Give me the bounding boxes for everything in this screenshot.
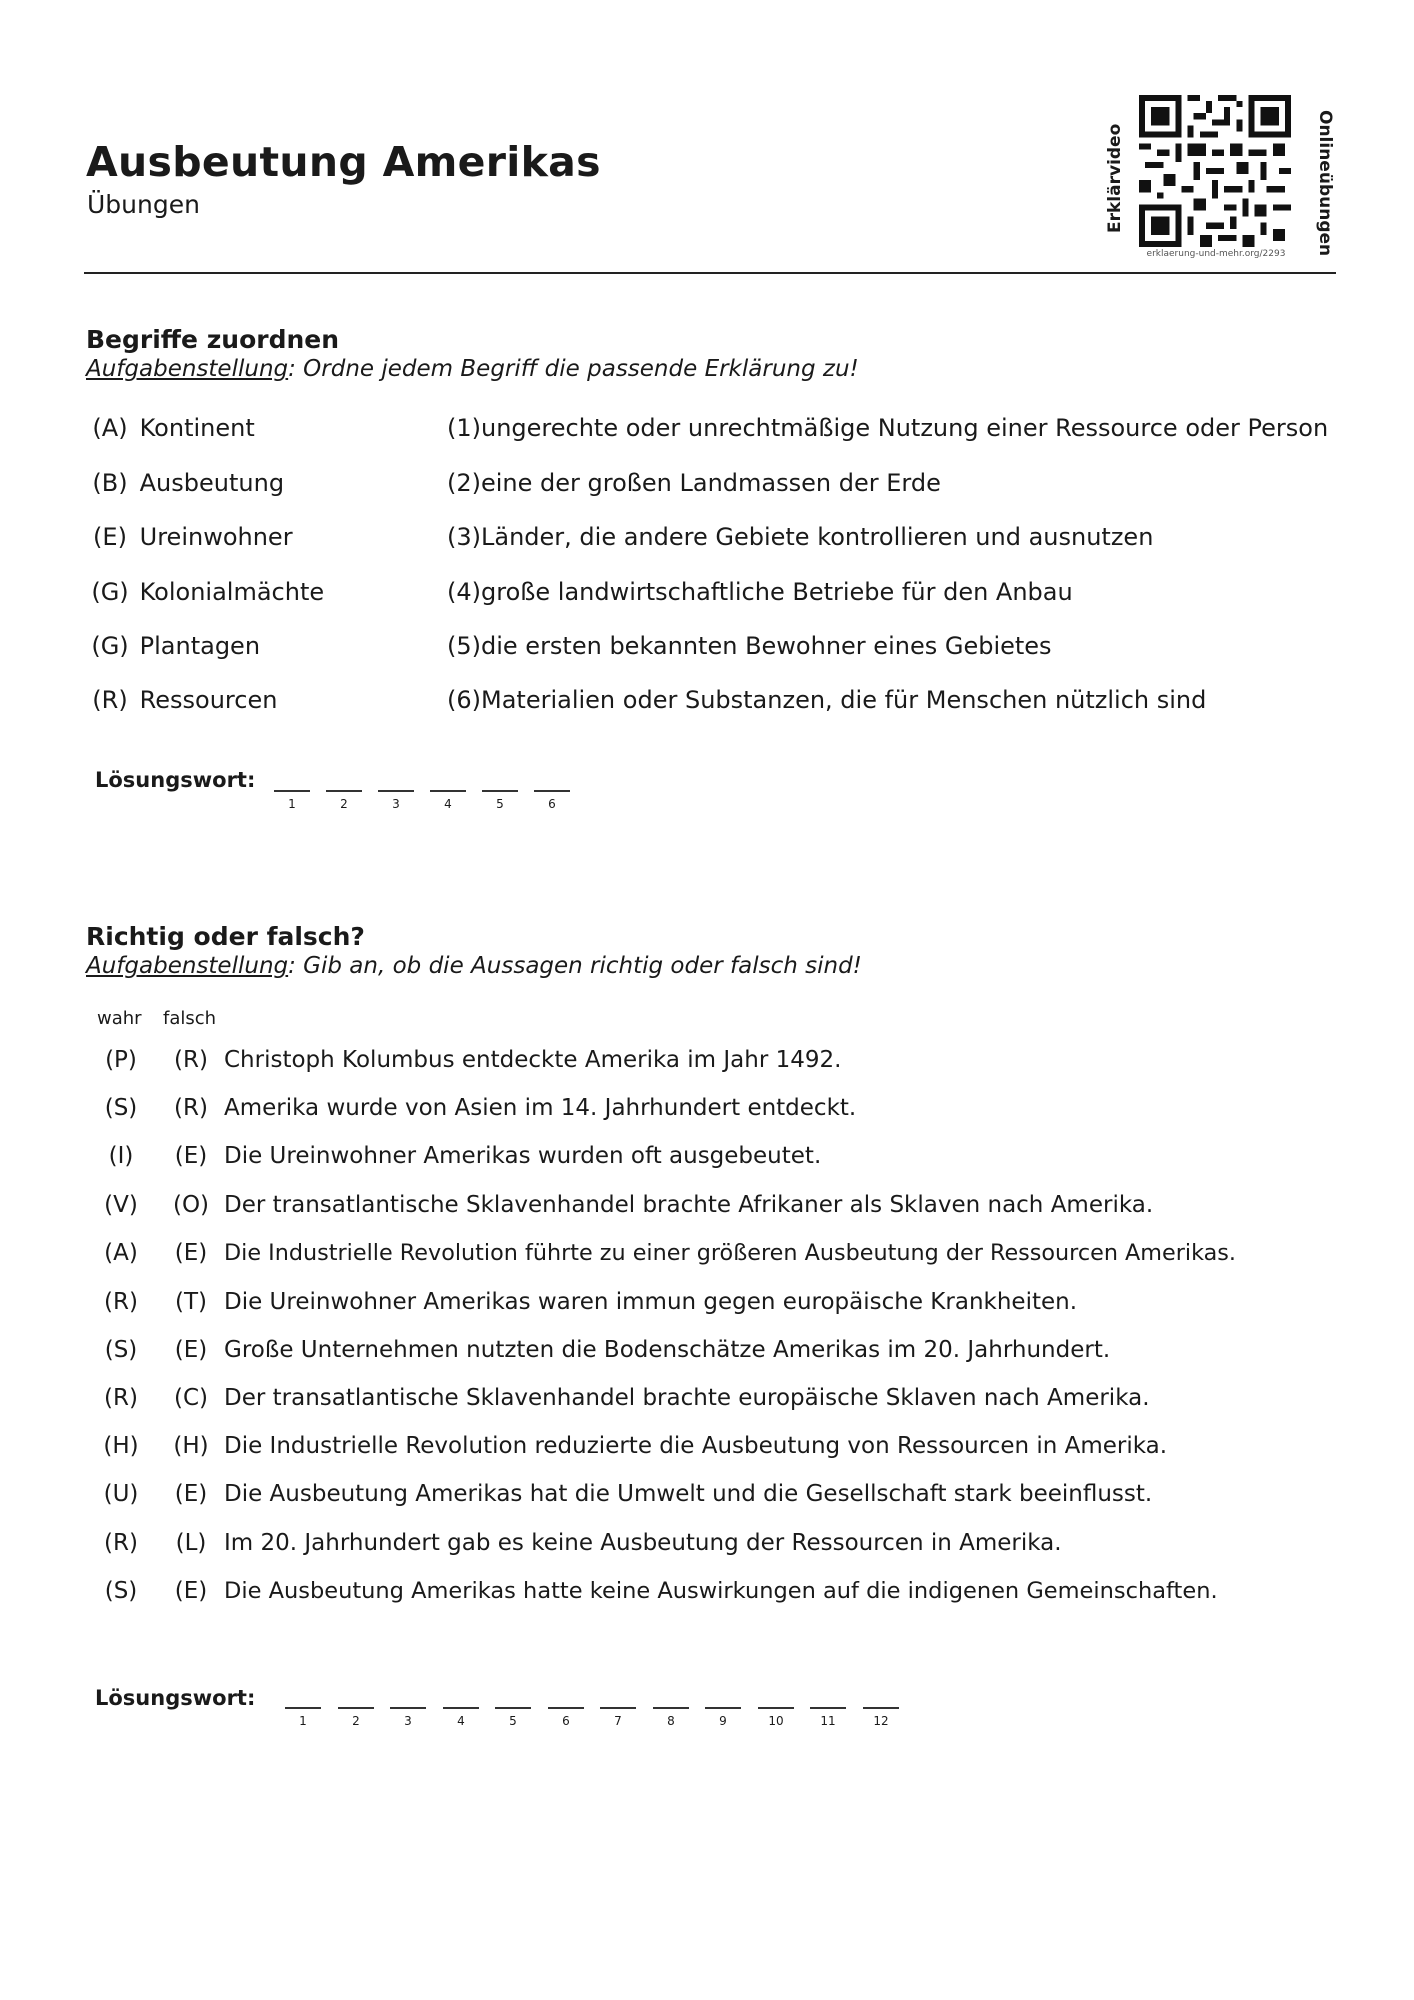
instruction-text: : Ordne jedem Begriff die passende Erklärung zu! [288, 356, 859, 382]
column-false-header: falsch [163, 1008, 217, 1029]
blank-number: 12 [873, 1714, 889, 1728]
blank-number: 1 [299, 1714, 307, 1728]
blank-number: 5 [496, 797, 504, 811]
statement-text: Im 20. Jahrhundert gab es keine Ausbeutung der Ressourcen in Amerika. [224, 1530, 1062, 1556]
header-divider [84, 272, 1336, 274]
explanation-item: (1)ungerechte oder unrechtmäßige Nutzung einer Ressource oder Person [447, 414, 1329, 442]
statement-text: Die Ausbeutung Amerikas hatte keine Auswirkungen auf die indigenen Gemeinschaften. [224, 1578, 1218, 1604]
true-option[interactable]: (R) [104, 1289, 138, 1315]
false-option[interactable]: (E) [174, 1337, 208, 1363]
blank-number: 5 [509, 1714, 517, 1728]
blank-number: 4 [457, 1714, 465, 1728]
false-option[interactable]: (C) [173, 1385, 208, 1411]
solution-blank[interactable] [653, 1707, 689, 1709]
false-option[interactable]: (E) [174, 1143, 208, 1169]
true-option[interactable]: (S) [104, 1578, 138, 1604]
solution-blank[interactable] [705, 1707, 741, 1709]
true-option[interactable]: (R) [104, 1530, 138, 1556]
true-option[interactable]: (S) [104, 1095, 138, 1121]
solution-blank[interactable] [534, 790, 570, 792]
qr-exercises-label: Onlineübungen [1315, 110, 1335, 257]
term-item: (G) Plantagen [91, 632, 261, 660]
false-option[interactable]: (E) [174, 1240, 208, 1266]
explanation-item: (5)die ersten bekannten Bewohner eines Gebietes [447, 632, 1052, 660]
false-option[interactable]: (R) [174, 1047, 208, 1073]
solution-blank[interactable] [326, 790, 362, 792]
statement-text: Die Ausbeutung Amerikas hat die Umwelt und die Gesellschaft stark beeinflusst. [224, 1481, 1153, 1507]
statement-text: Die Ureinwohner Amerikas waren immun gegen europäische Krankheiten. [224, 1289, 1078, 1315]
term-item: (B) Ausbeutung [92, 469, 285, 497]
section1-instruction [86, 356, 859, 382]
blank-number: 3 [404, 1714, 412, 1728]
section2-title: Richtig oder falsch? [86, 922, 365, 951]
blank-number: 8 [667, 1714, 675, 1728]
false-option[interactable]: (R) [174, 1095, 208, 1121]
solution-blank[interactable] [285, 1707, 321, 1709]
solution-blank[interactable] [274, 790, 310, 792]
false-option[interactable]: (L) [175, 1530, 207, 1556]
explanation-item: (6)Materialien oder Substanzen, die für Menschen nützlich sind [447, 686, 1207, 714]
true-option[interactable]: (P) [105, 1047, 137, 1073]
solution-blank[interactable] [810, 1707, 846, 1709]
true-option[interactable]: (A) [104, 1240, 138, 1266]
false-option[interactable]: (E) [174, 1578, 208, 1604]
statement-text: Die Industrielle Revolution führte zu einer größeren Ausbeutung der Ressourcen Amerikas. [224, 1240, 1236, 1266]
solution-blank[interactable] [338, 1707, 374, 1709]
column-true-header: wahr [97, 1008, 142, 1029]
instruction-text: : Gib an, ob die Aussagen richtig oder falsch sind! [288, 953, 862, 979]
true-option[interactable]: (R) [104, 1385, 138, 1411]
blank-number: 7 [614, 1714, 622, 1728]
blank-number: 6 [562, 1714, 570, 1728]
section1-title: Begriffe zuordnen [86, 325, 340, 354]
false-option[interactable]: (O) [172, 1192, 210, 1218]
solution-blank[interactable] [430, 790, 466, 792]
statement-text: Der transatlantische Sklavenhandel brachte europäische Sklaven nach Amerika. [224, 1385, 1150, 1411]
solution-blank[interactable] [390, 1707, 426, 1709]
qr-url: erklaerung-und-mehr.org/2293 [1146, 249, 1286, 259]
solution-blank[interactable] [758, 1707, 794, 1709]
blank-number: 2 [340, 797, 348, 811]
statement-text: Der transatlantische Sklavenhandel brachte Afrikaner als Sklaven nach Amerika. [224, 1192, 1154, 1218]
explanation-item: (3)Länder, die andere Gebiete kontrollieren und ausnutzen [447, 523, 1154, 551]
term-item: (R) Ressourcen [92, 686, 278, 714]
blank-number: 11 [820, 1714, 836, 1728]
solution-blank[interactable] [482, 790, 518, 792]
false-option[interactable]: (H) [173, 1433, 209, 1459]
blank-number: 2 [352, 1714, 360, 1728]
term-item: (G) Kolonialmächte [91, 578, 325, 606]
blank-number: 6 [548, 797, 556, 811]
solution-blank[interactable] [863, 1707, 899, 1709]
statement-text: Amerika wurde von Asien im 14. Jahrhundert entdeckt. [224, 1095, 857, 1121]
instruction-label: Aufgabenstellung [86, 356, 289, 382]
section2-instruction [86, 953, 862, 979]
solution-blank[interactable] [378, 790, 414, 792]
blank-number: 10 [768, 1714, 784, 1728]
false-option[interactable]: (E) [174, 1481, 208, 1507]
solution-blank[interactable] [600, 1707, 636, 1709]
blank-number: 1 [288, 797, 296, 811]
true-option[interactable]: (U) [103, 1481, 139, 1507]
solution-blank[interactable] [495, 1707, 531, 1709]
solution-blank[interactable] [548, 1707, 584, 1709]
true-option[interactable]: (I) [108, 1143, 134, 1169]
statement-text: Die Ureinwohner Amerikas wurden oft ausgebeutet. [224, 1143, 822, 1169]
true-option[interactable]: (V) [104, 1192, 138, 1218]
explanation-item: (2)eine der großen Landmassen der Erde [447, 469, 941, 497]
blank-number: 3 [392, 797, 400, 811]
solution-label-2: Lösungswort: [95, 1686, 256, 1710]
statement-text: Die Industrielle Revolution reduzierte die Ausbeutung von Ressourcen in Amerika. [224, 1433, 1168, 1459]
term-item: (E) Ureinwohner [93, 523, 293, 551]
blank-number: 4 [444, 797, 452, 811]
statement-text: Christoph Kolumbus entdeckte Amerika im Jahr 1492. [224, 1047, 842, 1073]
solution-label-1: Lösungswort: [95, 768, 256, 792]
false-option[interactable]: (T) [175, 1289, 207, 1315]
instruction-label: Aufgabenstellung [86, 953, 289, 979]
page-subtitle: Übungen [87, 190, 200, 219]
blank-number: 9 [719, 1714, 727, 1728]
statement-text: Große Unternehmen nutzten die Bodenschätze Amerikas im 20. Jahrhundert. [224, 1337, 1111, 1363]
qr-video-label: Erklärvideo [1105, 123, 1125, 233]
term-item: (A) Kontinent [92, 414, 255, 442]
true-option[interactable]: (S) [104, 1337, 138, 1363]
explanation-item: (4)große landwirtschaftliche Betriebe für den Anbau [447, 578, 1073, 606]
qr-code-icon[interactable] [1139, 95, 1291, 247]
page-title: Ausbeutung Amerikas [86, 138, 601, 186]
true-option[interactable]: (H) [103, 1433, 139, 1459]
solution-blank[interactable] [443, 1707, 479, 1709]
